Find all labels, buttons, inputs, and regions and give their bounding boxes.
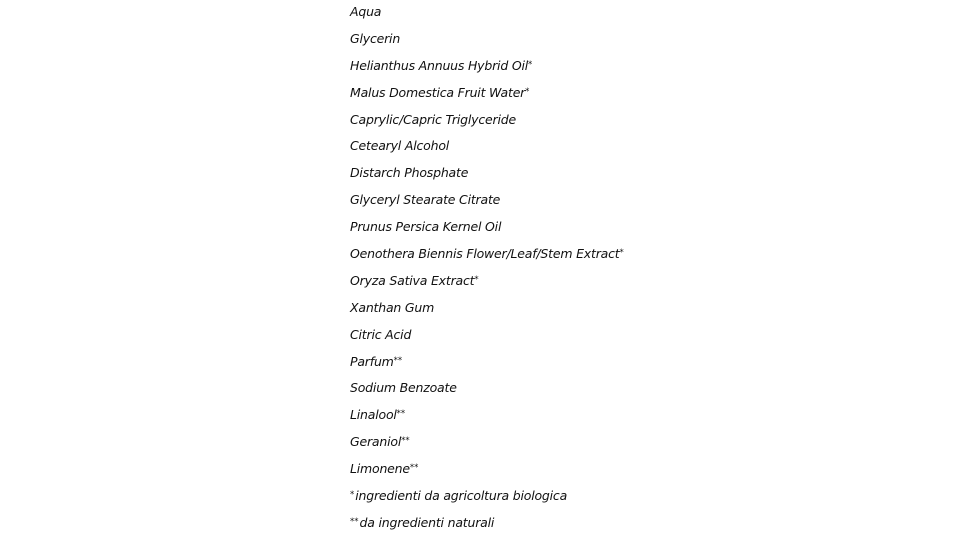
footnote-natural	[350, 514, 624, 540]
ingredient-name: Geraniol	[350, 434, 402, 450]
ingredient-item	[350, 30, 624, 57]
ingredient-name: Cetearyl Alcohol	[350, 138, 450, 154]
ingredient-item	[350, 218, 624, 245]
ingredient-item	[350, 3, 624, 30]
ingredient-item	[350, 406, 624, 433]
ingredient-name: Oenothera Biennis Flower/Leaf/Stem Extract	[350, 246, 620, 262]
ingredient-item	[350, 433, 624, 460]
footnote-organic	[350, 487, 624, 514]
ingredient-mark: *	[525, 86, 530, 97]
ingredient-list	[350, 3, 624, 540]
ingredient-item	[350, 460, 624, 487]
ingredient-name: Malus Domestica Fruit Water	[350, 84, 526, 100]
footnote-text: ingredienti da agricoltura biologica	[355, 488, 568, 504]
ingredient-name: Citric Acid	[350, 326, 412, 342]
ingredient-name: Sodium Benzoate	[350, 380, 457, 396]
ingredient-item	[350, 272, 624, 299]
ingredient-mark: **	[396, 409, 406, 420]
ingredient-mark: **	[409, 463, 419, 474]
ingredient-item	[350, 111, 624, 138]
ingredient-name: Caprylic/Capric Triglyceride	[350, 111, 516, 127]
ingredient-mark: *	[528, 59, 533, 70]
ingredient-mark: **	[393, 355, 403, 366]
ingredient-item	[350, 326, 624, 353]
footnote-mark: **	[350, 516, 359, 527]
ingredient-item	[350, 164, 624, 191]
ingredient-item	[350, 379, 624, 406]
ingredient-mark: *	[619, 248, 624, 259]
ingredient-mark: *	[474, 274, 479, 285]
ingredient-name: Limonene	[350, 461, 410, 477]
ingredient-name: Linalool	[350, 407, 397, 423]
ingredient-item	[350, 191, 624, 218]
ingredient-name: Oryza Sativa Extract	[350, 272, 475, 288]
ingredient-name: Glycerin	[350, 30, 401, 46]
ingredient-name: Xanthan Gum	[350, 299, 435, 315]
ingredient-item	[350, 299, 624, 326]
ingredient-item	[350, 245, 624, 272]
ingredient-item	[350, 353, 624, 380]
ingredient-name: Glyceryl Stearate Citrate	[350, 192, 501, 208]
ingredient-item	[350, 84, 624, 111]
ingredient-name: Parfum	[350, 353, 394, 369]
footnote-text: da ingredienti naturali	[359, 514, 495, 530]
ingredient-name: Prunus Persica Kernel Oil	[350, 219, 502, 235]
ingredient-name: Distarch Phosphate	[350, 165, 469, 181]
ingredient-mark: **	[401, 436, 410, 447]
ingredient-item	[350, 57, 624, 84]
ingredient-name: Helianthus Annuus Hybrid Oil	[350, 57, 529, 73]
ingredient-name: Aqua	[350, 4, 382, 19]
ingredient-item	[350, 137, 624, 164]
footnote-mark: *	[350, 490, 355, 501]
